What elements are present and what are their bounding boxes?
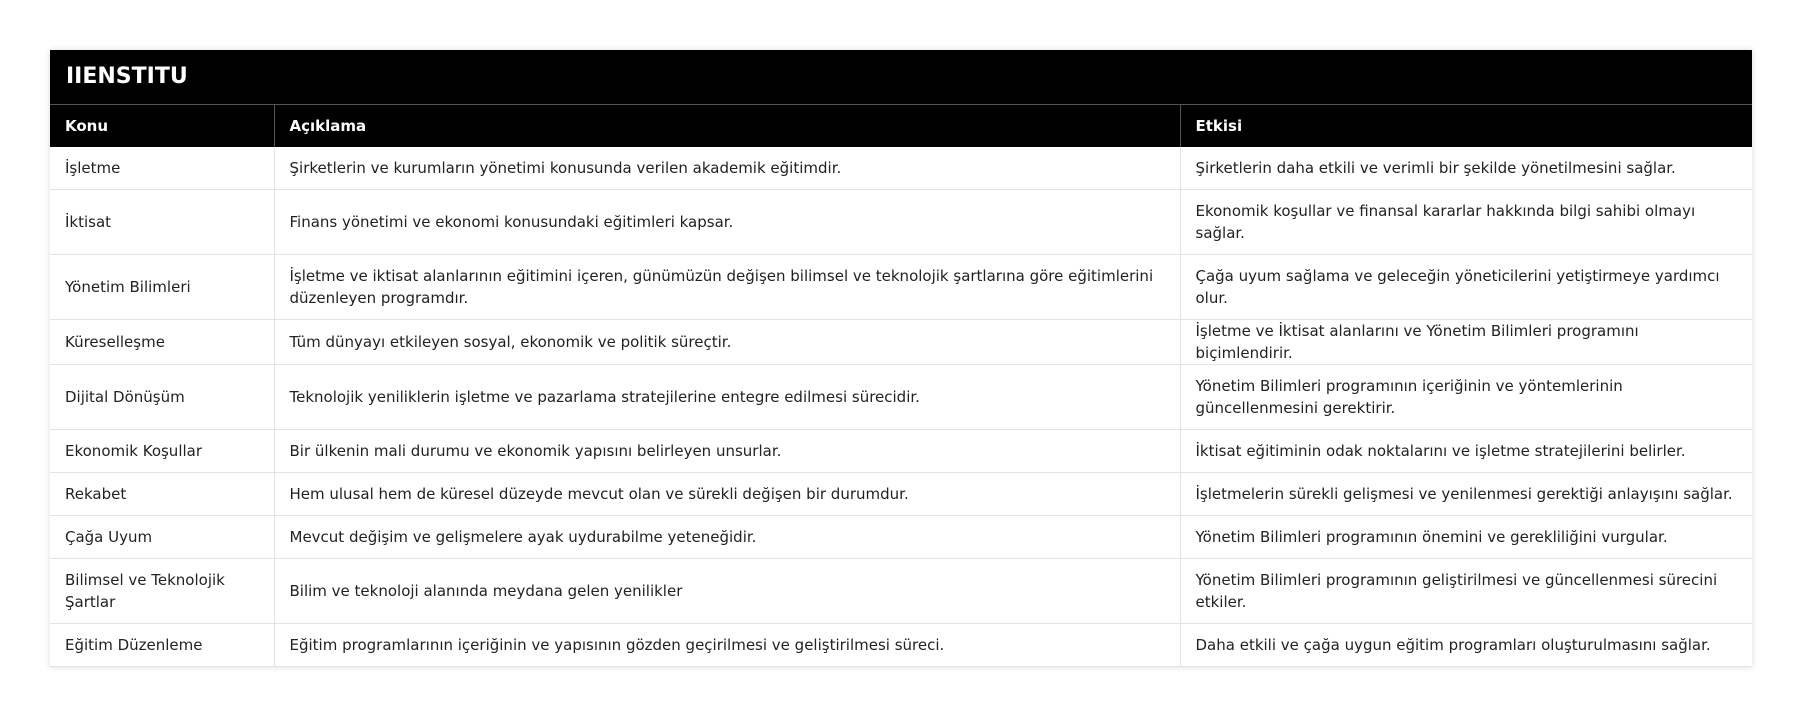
cell-aciklama: Eğitim programlarının içeriğinin ve yapısının gözden geçirilmesi ve geliştirilmesi süreci. [274, 624, 1180, 667]
cell-konu: Dijital Dönüşüm [50, 365, 274, 430]
table-container [50, 50, 1752, 667]
cell-konu: Ekonomik Koşullar [50, 430, 274, 473]
cell-aciklama: Teknolojik yeniliklerin işletme ve pazarlama stratejilerine entegre edilmesi sürecidir. [274, 365, 1180, 430]
table-row [50, 430, 1752, 473]
cell-aciklama: Hem ulusal hem de küresel düzeyde mevcut olan ve sürekli değişen bir durumdur. [274, 473, 1180, 516]
table-row [50, 473, 1752, 516]
table-row [50, 516, 1752, 559]
cell-etkisi: İşletme ve İktisat alanlarını ve Yönetim Bilimleri programını biçimlendirir. [1180, 320, 1752, 365]
cell-aciklama: Mevcut değişim ve gelişmelere ayak uydurabilme yeteneğidir. [274, 516, 1180, 559]
header-aciklama: Açıklama [274, 105, 1180, 147]
table-row [50, 624, 1752, 667]
cell-aciklama: Tüm dünyayı etkileyen sosyal, ekonomik ve politik süreçtir. [274, 320, 1180, 365]
cell-aciklama: İşletme ve iktisat alanlarının eğitimini içeren, günümüzün değişen bilimsel ve teknolojik şartlarına göre eğitimlerini düzenleyen programdır. [274, 255, 1180, 320]
table-row [50, 190, 1752, 255]
cell-etkisi: Yönetim Bilimleri programının içeriğinin ve yöntemlerinin güncellenmesini gerektirir. [1180, 365, 1752, 430]
cell-etkisi: İşletmelerin sürekli gelişmesi ve yenilenmesi gerektiği anlayışını sağlar. [1180, 473, 1752, 516]
cell-aciklama: Bir ülkenin mali durumu ve ekonomik yapısını belirleyen unsurlar. [274, 430, 1180, 473]
cell-etkisi: İktisat eğitiminin odak noktalarını ve işletme stratejilerini belirler. [1180, 430, 1752, 473]
cell-konu: İktisat [50, 190, 274, 255]
cell-konu: Rekabet [50, 473, 274, 516]
cell-konu: Eğitim Düzenleme [50, 624, 274, 667]
table-row [50, 365, 1752, 430]
cell-konu: Bilimsel ve Teknolojik Şartlar [50, 559, 274, 624]
cell-etkisi: Yönetim Bilimleri programının geliştirilmesi ve güncellenmesi sürecini etkiler. [1180, 559, 1752, 624]
cell-konu: Yönetim Bilimleri [50, 255, 274, 320]
cell-etkisi: Ekonomik koşullar ve finansal kararlar hakkında bilgi sahibi olmayı sağlar. [1180, 190, 1752, 255]
cell-konu: Küreselleşme [50, 320, 274, 365]
header-row [50, 105, 1752, 147]
cell-etkisi: Çağa uyum sağlama ve geleceğin yöneticilerini yetiştirmeye yardımcı olur. [1180, 255, 1752, 320]
table-title: IIENSTITU [50, 50, 1752, 105]
header-etkisi: Etkisi [1180, 105, 1752, 147]
cell-aciklama: Bilim ve teknoloji alanında meydana gelen yenilikler [274, 559, 1180, 624]
header-konu: Konu [50, 105, 274, 147]
table-row [50, 559, 1752, 624]
cell-aciklama: Şirketlerin ve kurumların yönetimi konusunda verilen akademik eğitimdir. [274, 147, 1180, 190]
table-row [50, 147, 1752, 190]
info-table [50, 105, 1752, 667]
cell-konu: İşletme [50, 147, 274, 190]
table-row [50, 320, 1752, 365]
cell-etkisi: Yönetim Bilimleri programının önemini ve gerekliliğini vurgular. [1180, 516, 1752, 559]
cell-etkisi: Şirketlerin daha etkili ve verimli bir şekilde yönetilmesini sağlar. [1180, 147, 1752, 190]
cell-aciklama: Finans yönetimi ve ekonomi konusundaki eğitimleri kapsar. [274, 190, 1180, 255]
table-row [50, 255, 1752, 320]
cell-konu: Çağa Uyum [50, 516, 274, 559]
cell-etkisi: Daha etkili ve çağa uygun eğitim programları oluşturulmasını sağlar. [1180, 624, 1752, 667]
